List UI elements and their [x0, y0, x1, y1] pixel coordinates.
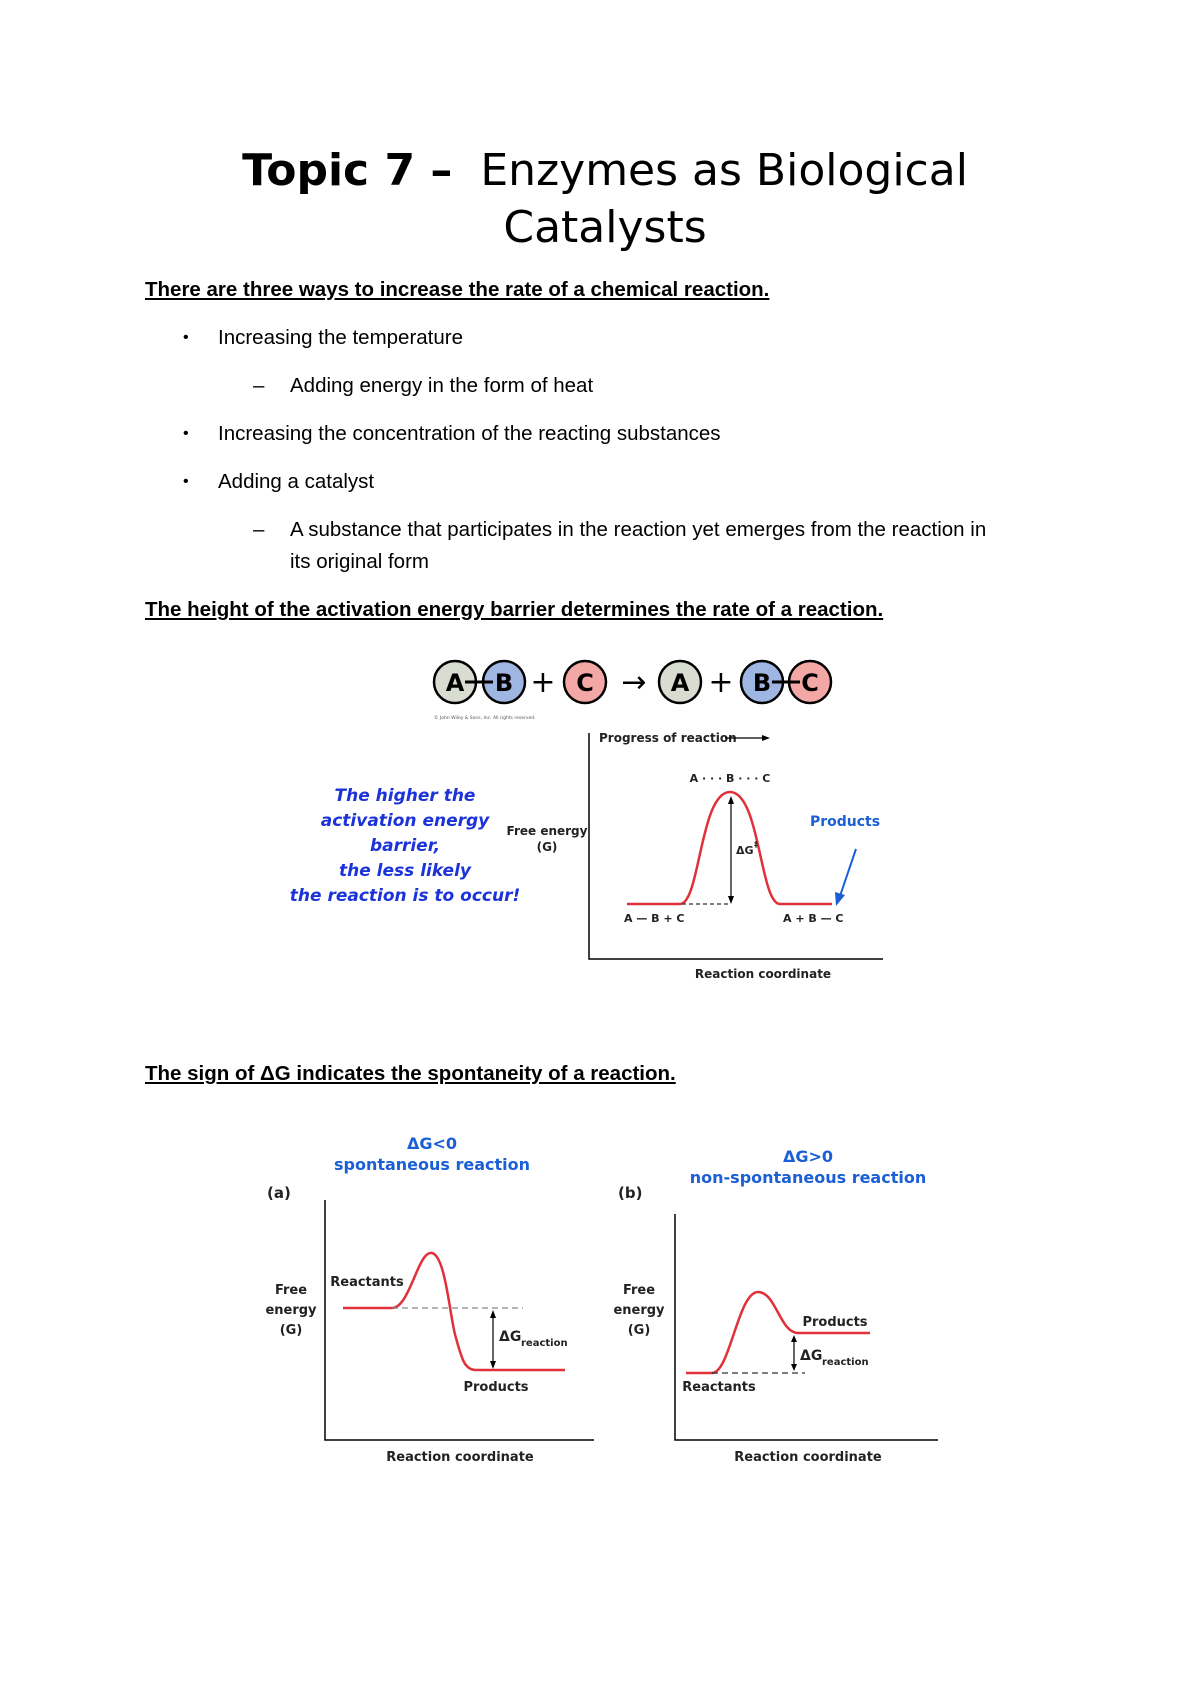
ylabel: Free energy [506, 824, 588, 838]
copyright: © John Wiley & Sons, Inc. All rights reserved. [434, 716, 536, 721]
note-line: the reaction is to occur! [289, 886, 521, 906]
title-line2: Catalysts [503, 202, 707, 253]
delta-g-sub: reaction [521, 1338, 568, 1349]
panel-a-letter: (a) [267, 1184, 291, 1202]
ylabel: energy [613, 1303, 665, 1318]
delta-g-label: ΔG [800, 1348, 823, 1364]
activation-energy-figure [0, 640, 1200, 990]
plus-1: + [530, 665, 556, 700]
ylabel: Free [622, 1283, 656, 1298]
delta-g-sup: ‡ [754, 840, 758, 849]
page-title [0, 142, 1200, 256]
bullet-marker: • [183, 473, 189, 490]
delta-g-label: ΔG [499, 1329, 522, 1345]
ylabel: Free [274, 1283, 308, 1298]
reactants-formula: A — B + C [624, 912, 685, 925]
list-item: Adding energy in the form of heat [290, 374, 594, 397]
atom-b1-label: B [494, 669, 514, 697]
spontaneity-figure [0, 1120, 1200, 1480]
panel-a-subtitle: spontaneous reaction [333, 1155, 531, 1174]
reaction-equation [434, 661, 831, 703]
reactants-label: Reactants [682, 1380, 756, 1395]
panel-a-curve [343, 1253, 565, 1370]
xlabel: Reaction coordinate [734, 1450, 882, 1465]
panel-b-letter: (b) [618, 1184, 643, 1202]
xlabel: Reaction coordinate [694, 967, 832, 981]
section2-heading: The height of the activation energy barrier determines the rate of a reaction. [145, 598, 884, 621]
list-item: Increasing the concentration of the reacting substances [218, 422, 721, 445]
list-item-continuation: its original form [290, 550, 429, 573]
panel-b-subtitle: non-spontaneous reaction [689, 1168, 927, 1187]
section1-heading: There are three ways to increase the rate of a chemical reaction. [145, 278, 770, 301]
panel-b-title: ΔG>0 [782, 1147, 834, 1166]
list-item: A substance that participates in the reaction yet emerges from the reaction in [290, 518, 987, 541]
atom-b2-label: B [752, 669, 772, 697]
title-topic: Topic 7 – [242, 145, 453, 196]
energy-curve [627, 792, 832, 904]
bullet-marker: • [183, 425, 189, 442]
progress-label: Progress of reaction [599, 731, 737, 745]
bullet-marker: • [183, 329, 189, 346]
list-item: Adding a catalyst [218, 470, 375, 493]
atom-a2-label: A [670, 669, 690, 697]
ylabel: energy [265, 1303, 317, 1318]
ylabel: (G) [536, 840, 558, 854]
delta-g-label: ΔG [736, 844, 754, 857]
arrow: → [621, 665, 647, 700]
dash-marker: – [253, 374, 265, 397]
title-text: Enzymes as Biological [480, 145, 968, 196]
panel-b [613, 1147, 938, 1465]
plus-2: + [708, 665, 734, 700]
panel-a-axes [325, 1200, 594, 1440]
list-item: Increasing the temperature [218, 326, 463, 349]
products-formula: A + B — C [783, 912, 844, 925]
note-line: the less likely [339, 861, 471, 881]
delta-g-sub: reaction [822, 1357, 869, 1368]
note-line: barrier, [369, 836, 441, 856]
products-arrow [835, 892, 845, 906]
note-line: activation energy [320, 811, 490, 831]
atom-c1-label: C [576, 669, 594, 697]
panel-a-title: ΔG<0 [406, 1134, 458, 1153]
products-label: Products [802, 1315, 868, 1330]
section3-heading: The sign of ΔG indicates the spontaneity of a reaction. [145, 1062, 676, 1085]
ylabel: (G) [279, 1323, 303, 1338]
activation-note [290, 786, 520, 906]
free-energy-diagram [507, 731, 883, 981]
ylabel: (G) [627, 1323, 651, 1338]
atom-a1-label: A [445, 669, 465, 697]
reactants-label: Reactants [330, 1275, 404, 1290]
products-label: Products [463, 1380, 529, 1395]
xlabel: Reaction coordinate [386, 1450, 534, 1465]
panel-a [265, 1134, 594, 1465]
note-line: The higher the [334, 786, 476, 806]
dash-marker: – [253, 518, 265, 541]
transition-state-label: A · · · B · · · C [689, 772, 771, 785]
products-label: Products [809, 814, 881, 830]
atom-c2-label: C [801, 669, 819, 697]
